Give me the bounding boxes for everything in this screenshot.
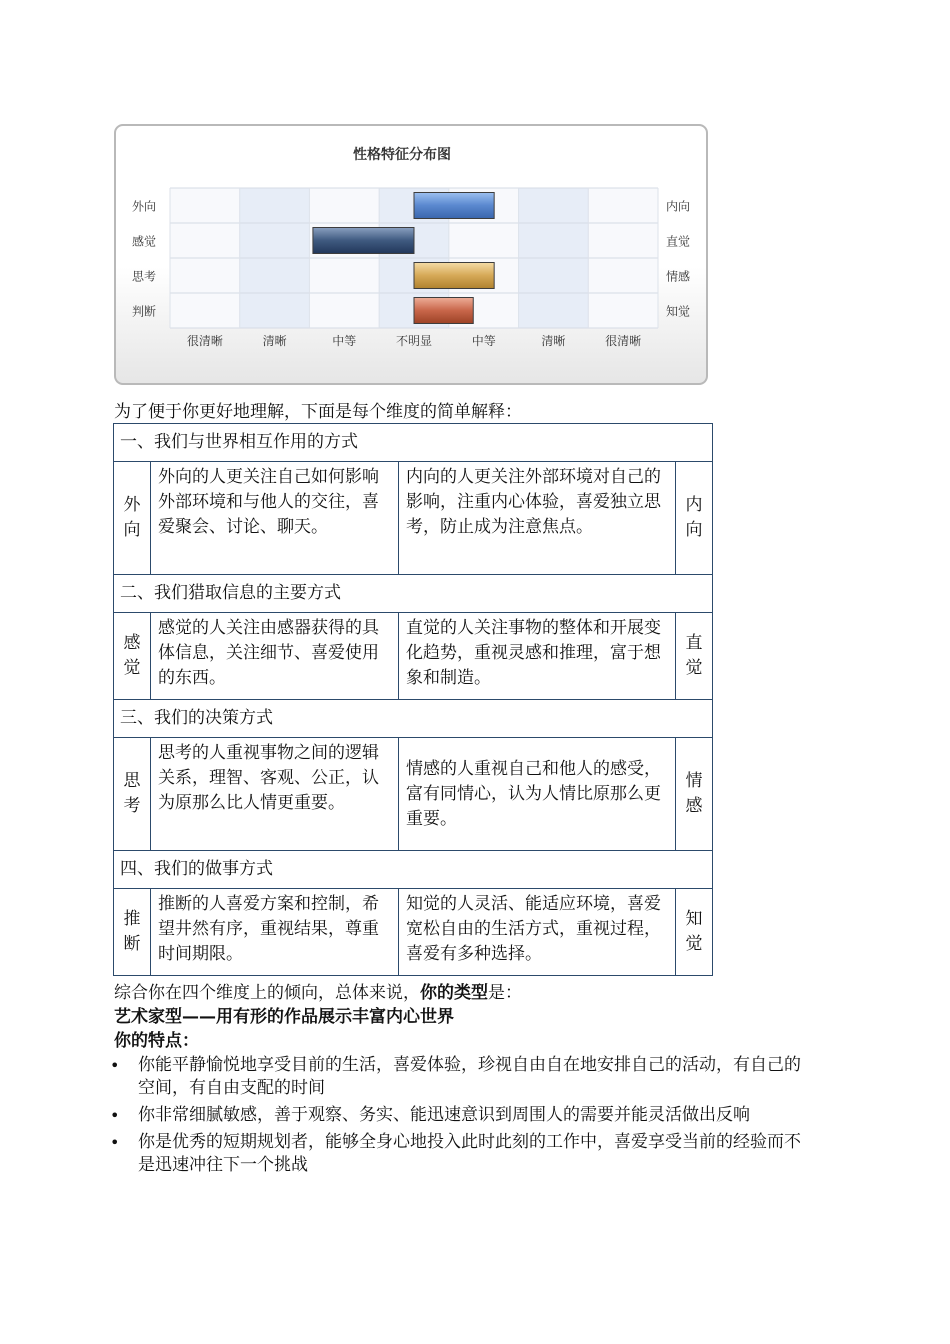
dimension-row	[114, 889, 713, 976]
trait-text: 你非常细腻敏感，善于观察、务实、能迅速意识到周围人的需要并能灵活做出反响	[138, 1105, 750, 1125]
summary-line	[114, 982, 522, 1004]
pole-right: 内 向	[676, 462, 713, 575]
chart-svg	[116, 126, 706, 383]
left-axis-label: 思考	[132, 269, 157, 284]
bar	[414, 263, 494, 289]
x-tick-label: 中等	[471, 334, 496, 348]
x-tick-label: 很清晰	[605, 334, 642, 348]
type-title: 艺术家型——用有形的作品展示丰富内心世界	[114, 1007, 454, 1027]
dimension-row	[114, 613, 713, 700]
list-item	[110, 1054, 814, 1100]
section-row	[114, 851, 713, 889]
pole-left: 推 断	[114, 889, 151, 976]
bullet-icon: •	[110, 1133, 120, 1152]
summary-prefix: 综合你在四个维度上的倾向，总体来说，	[114, 983, 420, 1003]
section-row	[114, 424, 713, 462]
chart-title: 性格特征分布图	[353, 147, 451, 163]
pole-left: 外 向	[114, 462, 151, 575]
x-tick-label: 清晰	[262, 334, 287, 348]
trait-text: 你能平静愉悦地享受目前的生活，喜爱体验，珍视自由自在地安排自己的活动，有自己的空间，有自由支配的时间	[138, 1055, 801, 1098]
desc-left: 推断的人喜爱方案和控制，希望井然有序，重视结果，尊重时间期限。	[151, 889, 399, 976]
list-item	[110, 1131, 814, 1177]
trait-text: 你是优秀的短期规划者，能够全身心地投入此时此刻的工作中，喜爱享受当前的经验而不是迅速冲往下一个挑战	[138, 1132, 801, 1175]
bar	[313, 228, 414, 254]
left-axis-label: 判断	[132, 304, 157, 319]
pole-left: 思 考	[114, 738, 151, 851]
x-tick-label: 中等	[332, 334, 357, 348]
pole-right: 直 觉	[676, 613, 713, 700]
traits-list	[110, 1054, 814, 1181]
bar	[414, 193, 494, 219]
list-item	[110, 1104, 814, 1127]
section-row	[114, 575, 713, 613]
right-axis-label: 内向	[666, 199, 691, 214]
desc-right: 内向的人更关注外部环境对自己的影响，注重内心体验，喜爱独立思考，防止成为注意焦点。	[399, 462, 676, 575]
right-axis-label: 知觉	[666, 304, 691, 319]
section-title: 四、我们的做事方式	[114, 851, 713, 889]
dimension-row	[114, 462, 713, 575]
x-tick-label: 很清晰	[186, 334, 223, 348]
traits-heading: 你的特点：	[114, 1031, 199, 1051]
bullet-icon: •	[110, 1106, 120, 1125]
personality-chart	[114, 124, 708, 385]
x-tick-label: 清晰	[541, 334, 566, 348]
summary-suffix: 是：	[488, 983, 522, 1003]
left-axis-label: 感觉	[132, 234, 157, 249]
bullet-icon: •	[110, 1056, 120, 1075]
dimension-table	[113, 423, 713, 976]
bar	[414, 298, 473, 324]
left-axis-label: 外向	[132, 199, 157, 214]
dimension-row	[114, 738, 713, 851]
right-axis-label: 情感	[666, 269, 691, 284]
intro-text: 为了便于你更好地理解，下面是每个维度的简单解释：	[114, 402, 522, 422]
section-title: 三、我们的决策方式	[114, 700, 713, 738]
section-title: 二、我们猎取信息的主要方式	[114, 575, 713, 613]
desc-right: 知觉的人灵活、能适应环境，喜爱宽松自由的生活方式，重视过程，喜爱有多种选择。	[399, 889, 676, 976]
desc-right: 直觉的人关注事物的整体和开展变化趋势，重视灵感和推理，富于想象和制造。	[399, 613, 676, 700]
desc-right: 情感的人重视自己和他人的感受，富有同情心，认为人情比原那么更重要。	[399, 738, 676, 851]
summary-bold: 你的类型	[420, 983, 488, 1003]
desc-left: 思考的人重视事物之间的逻辑关系，理智、客观、公正，认为原那么比人情更重要。	[151, 738, 399, 851]
desc-left: 感觉的人关注由感器获得的具体信息，关注细节、喜爱使用的东西。	[151, 613, 399, 700]
pole-right: 情 感	[676, 738, 713, 851]
desc-left: 外向的人更关注自己如何影响外部环境和与他人的交往，喜爱聚会、讨论、聊天。	[151, 462, 399, 575]
x-tick-label: 不明显	[395, 334, 433, 348]
right-axis-label: 直觉	[666, 234, 691, 249]
pole-right: 知 觉	[676, 889, 713, 976]
section-row	[114, 700, 713, 738]
pole-left: 感 觉	[114, 613, 151, 700]
section-title: 一、我们与世界相互作用的方式	[114, 424, 713, 462]
